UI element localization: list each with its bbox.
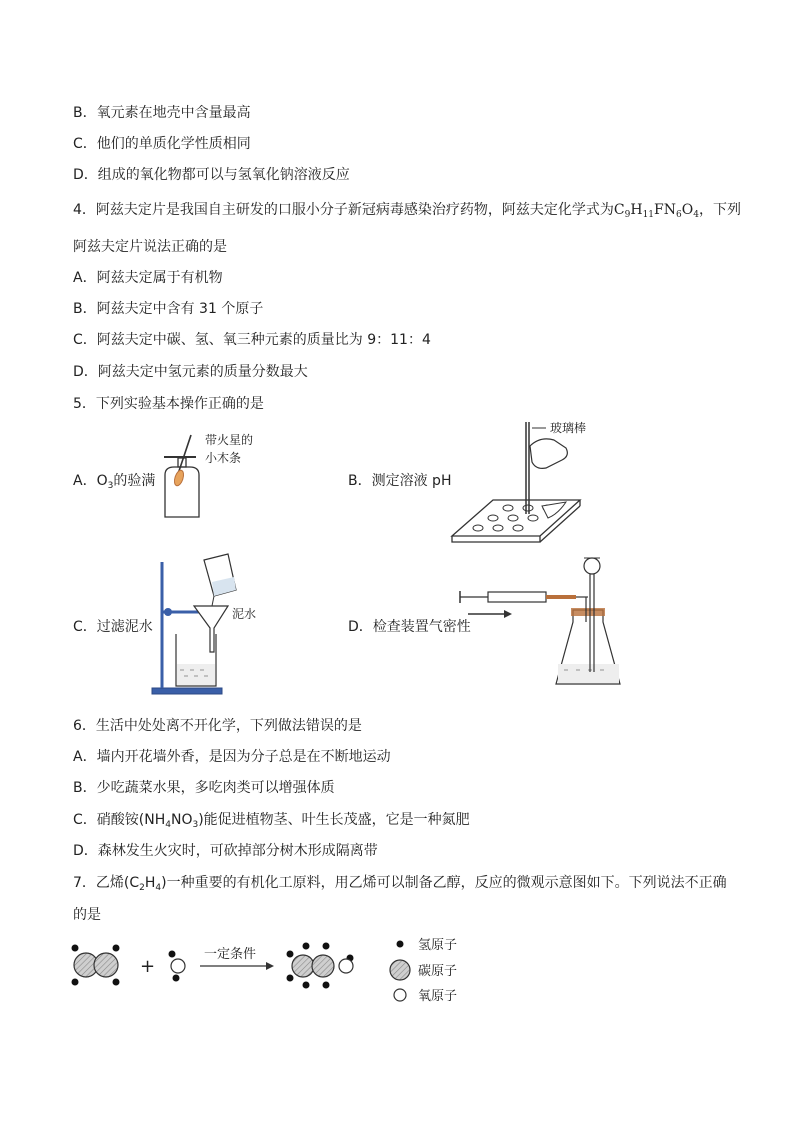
legend-oxygen-icon — [394, 989, 406, 1001]
q6-option-d: D．森林发生火灾时，可砍掉部分树木形成隔离带 — [73, 843, 378, 859]
q6-stem: 6．生活中处处离不开化学，下列做法错误的是 — [73, 718, 362, 734]
q4-option-b: B．阿兹夫定中含有 31 个原子 — [73, 301, 264, 317]
gas-bottle-figure — [160, 430, 270, 530]
q3-option-d: D．组成的氧化物都可以与氢氧化钠溶液反应 — [73, 167, 350, 183]
filtration-figure — [148, 552, 278, 697]
q4-option-d: D．阿兹夫定中氢元素的质量分数最大 — [73, 364, 308, 380]
q5-option-c-label: C．过滤泥水 — [73, 619, 153, 635]
plus-sign: + — [140, 956, 156, 977]
q5-stem: 5．下列实验基本操作正确的是 — [73, 396, 264, 412]
ph-test-figure — [448, 418, 628, 548]
airtightness-figure — [458, 552, 638, 692]
ethylene-molecule — [72, 945, 120, 986]
q5-option-a-label: A．$O_3$的验满 — [73, 473, 156, 491]
legend-carbon-icon — [390, 960, 410, 980]
water-molecule — [169, 951, 186, 982]
q6-option-c: C．硝酸铵$(NH_4NO_3)$能促进植物茎、叶生长茂盛，它是一种氮肥 — [73, 812, 470, 830]
reaction-condition: 一定条件 — [204, 947, 257, 962]
q4-option-a: A．阿兹夫定属于有机物 — [73, 270, 223, 286]
q6-option-a: A．墙内开花墙外香，是因为分子总是在不断地运动 — [73, 749, 391, 765]
reaction-diagram — [68, 932, 488, 1012]
q4-option-c: C．阿兹夫定中碳、氢、氧三种元素的质量比为 9：11：4 — [73, 332, 431, 348]
q4-stem: 4．阿兹夫定片是我国自主研发的口服小分子新冠病毒感染治疗药物，阿兹夫定化学式为$C_9H_{11}FN_6O_4$，下列 — [73, 202, 741, 220]
q4-stem-line2: 阿兹夫定片说法正确的是 — [73, 239, 227, 255]
q4-formula: $C_9H_{11}FN_6O_4$ — [613, 202, 699, 220]
q7-stem-line2: 的是 — [73, 907, 101, 923]
ethanol-molecule — [287, 943, 354, 989]
legend-hydrogen-icon — [397, 941, 404, 948]
legend-hydrogen-label: 氢原子 — [418, 938, 458, 953]
q7-stem: 7．乙烯$(C_2H_4)$一种重要的有机化工原料，用乙烯可以制备乙醇，反应的微观示意图如下。下列说法不正确 — [73, 875, 727, 893]
muddy-water-label: 泥水 — [232, 607, 257, 621]
legend — [390, 938, 457, 1004]
q5-option-d-label: D．检查装置气密性 — [348, 619, 471, 635]
glowing-splint-label-2: 小木条 — [205, 451, 242, 465]
glowing-splint-label: 带火星的 — [205, 433, 254, 447]
q3-option-b: B．氧元素在地壳中含量最高 — [73, 105, 251, 121]
glass-rod-label: 玻璃棒 — [550, 421, 587, 435]
q5-option-b-label: B．测定溶液 pH — [348, 473, 452, 489]
q6-option-b: B．少吃蔬菜水果，多吃肉类可以增强体质 — [73, 780, 335, 796]
q3-option-c: C．他们的单质化学性质相同 — [73, 136, 251, 152]
legend-oxygen-label: 氧原子 — [418, 989, 458, 1004]
legend-carbon-label: 碳原子 — [418, 964, 458, 979]
